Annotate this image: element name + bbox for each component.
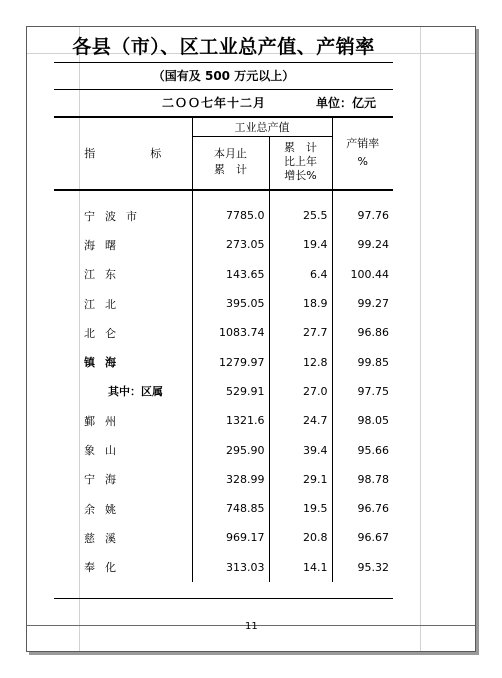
data-table <box>54 118 393 582</box>
row-name: 宁波市 <box>84 209 147 223</box>
header-cumulative <box>192 137 269 188</box>
header-cumulative-line1: 本月止 <box>214 147 247 160</box>
header-output-group: 工业总产值 <box>192 118 332 137</box>
row-name: 江北 <box>84 297 126 311</box>
table-row <box>54 465 393 494</box>
row-cumulative-value: 313.03 <box>192 553 269 582</box>
header-cumulative-line2: 累 计 <box>214 163 247 176</box>
row-cumulative-value: 295.90 <box>192 435 269 464</box>
row-cumulative-value: 1321.6 <box>192 406 269 435</box>
row-cumulative-value: 529.91 <box>192 377 269 406</box>
header-growth-line2: 比上年 <box>284 155 317 168</box>
table-row <box>54 494 393 523</box>
table-body <box>54 201 393 582</box>
row-name: 其中：区属 <box>108 385 163 399</box>
header-rate-line1: 产销率 <box>346 136 380 150</box>
row-sales-rate: 97.76 <box>357 209 389 223</box>
row-sales-rate: 95.66 <box>357 443 389 457</box>
row-cumulative-value: 328.99 <box>192 465 269 494</box>
row-sales-rate: 98.78 <box>357 472 389 486</box>
table-row <box>54 406 393 435</box>
row-sales-rate: 99.85 <box>357 355 389 369</box>
row-sales-rate: 96.86 <box>357 326 389 340</box>
table-row <box>54 523 393 552</box>
row-name: 余姚 <box>84 502 126 516</box>
row-growth-value: 12.8 <box>269 347 332 376</box>
row-cumulative-value: 1279.97 <box>192 347 269 376</box>
row-growth-value: 19.5 <box>269 494 332 523</box>
row-growth-value: 24.7 <box>269 406 332 435</box>
document-content <box>54 32 393 582</box>
row-name: 象山 <box>84 444 126 458</box>
row-growth-value: 18.9 <box>269 289 332 318</box>
header-rate-line2: % <box>357 154 368 168</box>
header-indicator: 指 标 <box>84 146 184 160</box>
table-row <box>54 553 393 582</box>
row-sales-rate: 95.32 <box>357 560 389 574</box>
date-unit-line <box>54 90 393 118</box>
document-subtitle: （国有及 500 万元以上） <box>54 63 393 90</box>
row-sales-rate: 99.27 <box>357 297 389 311</box>
row-name: 鄞州 <box>84 414 126 428</box>
row-cumulative-value: 1083.74 <box>192 318 269 347</box>
row-growth-value: 19.4 <box>269 230 332 259</box>
table-row <box>54 289 393 318</box>
row-growth-value: 20.8 <box>269 523 332 552</box>
table-row <box>54 435 393 464</box>
spacer-row <box>54 190 393 201</box>
row-growth-value: 39.4 <box>269 435 332 464</box>
table-row <box>54 260 393 289</box>
row-growth-value: 27.0 <box>269 377 332 406</box>
row-name: 北仑 <box>84 326 126 340</box>
row-cumulative-value: 7785.0 <box>192 201 269 230</box>
row-growth-value: 14.1 <box>269 553 332 582</box>
row-cumulative-value: 748.85 <box>192 494 269 523</box>
page-number: 11 <box>245 621 258 632</box>
row-sales-rate: 97.75 <box>357 384 389 398</box>
header-growth-line1: 累 计 <box>284 141 317 154</box>
row-name: 镇海 <box>84 356 126 370</box>
row-name: 海曙 <box>84 238 126 252</box>
unit-label: 单位：亿元 <box>316 96 377 110</box>
row-sales-rate: 98.05 <box>357 414 389 428</box>
margin-guide-right <box>420 27 421 651</box>
row-growth-value: 25.5 <box>269 201 332 230</box>
row-cumulative-value: 969.17 <box>192 523 269 552</box>
header-sales-rate <box>332 118 393 187</box>
row-growth-value: 27.7 <box>269 318 332 347</box>
table-row <box>54 377 393 406</box>
row-cumulative-value: 395.05 <box>192 289 269 318</box>
row-sales-rate: 99.24 <box>357 238 389 252</box>
row-growth-value: 29.1 <box>269 465 332 494</box>
row-name: 慈溪 <box>84 531 126 545</box>
table-row <box>54 230 393 259</box>
document-title: 各县（市）、区工业总产值、产销率 <box>54 32 393 63</box>
table-header-row <box>54 118 393 137</box>
row-name: 奉化 <box>84 561 126 575</box>
row-name: 宁海 <box>84 473 126 487</box>
header-growth <box>269 137 332 188</box>
row-sales-rate: 96.67 <box>357 531 389 545</box>
row-name: 江东 <box>84 268 126 282</box>
row-sales-rate: 100.44 <box>350 267 389 281</box>
row-cumulative-value: 143.65 <box>192 260 269 289</box>
row-growth-value: 6.4 <box>269 260 332 289</box>
table-row <box>54 318 393 347</box>
row-cumulative-value: 273.05 <box>192 230 269 259</box>
row-sales-rate: 96.76 <box>357 502 389 516</box>
table-row <box>54 347 393 376</box>
table-row <box>54 201 393 230</box>
page-footer <box>54 598 393 629</box>
report-date: 二ＯＯ七年十二月 <box>162 96 267 110</box>
header-growth-line3: 增长% <box>284 169 317 182</box>
